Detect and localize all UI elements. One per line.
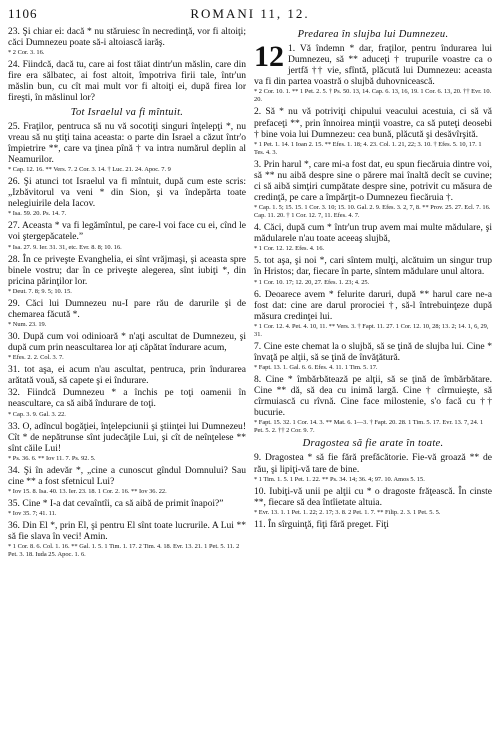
cross-reference: * Efes. 2. 2. Col. 3. 7. [8,354,64,362]
verse: 23. Şi chiar ei: dacă * nu stăruiesc în necredinţă, vor fi altoiţi; căci Dumnezeu poate să-i altoiască iarăş. [8,26,246,49]
cross-reference: * Deut. 7. 8; 9. 5; 10. 15. [8,287,72,295]
verse: 7. Cine este chemat la o slujbă, să se ţină de slujba lui. Cine * învaţă pe alţii, să se ţină de învăţătură. [254,340,492,363]
cross-reference: * Isa. 59. 20. Ps. 14. 7. [8,210,67,218]
verse: 31. tot aşa, ei acum n'au ascultat, pentruca, prin îndurarea arătată vouă, să capete şi ei îndurare. [8,364,246,387]
text-columns [8,26,492,561]
verse-text: 1. Vă îndemn * dar, fraţilor, pentru îndurarea lui Dumnezeu, să ** aduceţi † trupurile voastre ca o jertfă †† vie, sfîntă, plăcută lui Dumnezeu: aceasta va fi din partea voastră o slujbă duhovnicească. [254,43,492,88]
cross-reference: * 1 Cor. 12. 12. Efes. 4. 16. [254,245,325,253]
verse: 33. O, adîncul bogăţiei, înţelepciunii şi ştiinţei lui Dumnezeu! Cît * de nepătrunse sînt judecăţile Lui, şi cît de neînţelese ** sînt căile Lui! [8,420,246,454]
verse: 36. Din El *, prin El, şi pentru El sînt toate lucrurile. A Lui ** să fie slava în veci! Amin. [8,520,246,543]
running-title: ROMANI 11, 12. [190,6,310,21]
verse: 4. Căci, după cum * într'un trup avem mai multe mădulare, şi mădularele n'au toate aceeaş slujbă, [254,222,492,245]
cross-reference: * Evr. 13. 1. 1 Pet. 1. 22; 2. 17; 3. 8. 2 Pet. 1. 7. ** Filip. 2. 3. 1 Pet. 5. 5. [254,508,441,516]
verse: 9. Dragostea * să fie fără prefăcătorie. Fie-vă groază ** de rău, şi lipiţi-vă tare de bine. [254,452,492,475]
right-column [254,26,492,561]
cross-reference: * 1 Cor. 8. 6. Col. 1. 16. ** Gal. 1. 5. 1 Tim. 1. 17. 2 Tim. 4. 18. Evr. 13. 21. 1 Pet. 5. 11. 2 Pet. 3. 18. Iuda 25. Apoc. 1. 6. [8,543,240,559]
verse: 11. În sîrguinţă, fiţi fără preget. Fiţi [254,518,389,530]
cross-reference: * Fapt. 13. 1. Gal. 6. 6. Efes. 4. 11. 1 Tim. 5. 17. [254,363,378,371]
cross-reference: * 2 Cor. 3. 16. [8,49,45,57]
cross-reference: * Cap. 1. 5; 15. 15. 1 Cor. 3. 10; 15. 10. Gal. 2. 9. Efes. 3. 2, 7, 8. ** Prov. 25. 27. Ecl. 7. 16. Cap. 11. 20. † 1 Cor. 12. 7, 11. Efes. 4. 7. [254,204,491,220]
verse: 27. Aceasta * va fi legămîntul, pe care-l voi face cu ei, cînd le voi ştergepăcatele.” [8,220,246,243]
verse: 10. Iubiţi-vă unii pe alţii cu * o dragoste frăţească. În cinste **, fiecare să dea întîietate altuia. [254,485,492,508]
page-header [8,6,492,24]
section-heading: Predarea în slujba lui Dumnezeu. [297,29,449,40]
chapter-number: 12 [254,40,284,74]
verse: 32. Fiindcă Dumnezeu * a închis pe toţi oamenii în neascultare, ca să aibă îndurare de toţi. [8,387,246,410]
cross-reference: * 1 Cor. 12. 4. Pet. 4. 10, 11. ** Vers. 3. † Fapt. 11. 27. 1 Cor. 12. 10, 28; 13. 2; 14. 1, 6, 29, 31. [254,322,489,338]
verse: 29. Căci lui Dumnezeu nu-I pare rău de darurile şi de chemarea făcută *. [8,297,246,320]
page-number: 1106 [8,6,38,21]
cross-reference: * 1 Pet. 1. 14. 1 Ioan 2. 15. ** Efes. 1. 18; 4. 23. Col. 1. 21, 22; 3. 10. † Efes. 5. 10, 17. 1 Tes. 4. 3. [254,140,482,156]
verse: 28. În ce priveşte Evanghelia, ei sînt vrăjmaşi, şi aceasta spre binele vostru; dar în ce priveşte alegerea, sînt iubiţi *, din pricina părinţilor lor. [8,253,246,287]
cross-reference: * Isa. 27. 9. Ier. 31. 31, etc. Evr. 8. 8; 10. 16. [8,243,122,251]
cross-reference: * 1 Tim. 1. 5. 1 Pet. 1. 22. ** Ps. 34. 14; 36. 4; 97. 10. Amos 5. 15. [254,475,425,483]
cross-reference: * Iov 15. 8. Isa. 40. 13. Ier. 23. 18. 1 Cor. 2. 16. ** Iov 36. 22. [8,488,167,495]
verse: 35. Cine * I-a dat cevaîntîi, ca să aibă de primit înapoi?” [8,498,224,509]
cross-reference: * 1 Cor. 10. 17; 12. 20, 27. Efes. 1. 23; 4. 25. [254,278,370,286]
verse: 3. Prin harul *, care mi-a fost dat, eu spun fiecăruia dintre voi, să ** nu aibă despre sine o părere mai înaltă decît se cuvine; ci să aibă simţiri cumpătate despre sine, potrivit cu măsura de credinţă, pe care a împărţit-o Dumnezeu fiecăruia †. [254,158,492,204]
verse: 8. Cine * îmbărbătează pe alţii, să se ţină de îmbărbătare. Cine ** dă, să dea cu inimă largă. Cine † cîrmuieşte, să cîrmuiască cu rîvnă. Cine face milostenie, s'o facă cu †† bucurie. [254,373,492,419]
verse: 6. Deoarece avem * felurite daruri, după ** harul care ne-a fost dat: cine are darul prorociei †, să-l întrebuinţeze după măsura credinţei lui. [254,288,492,322]
section-heading: Tot Israelul va fi mîntuit. [70,106,184,118]
cross-reference: * Iov 35. 7; 41. 11. [8,510,57,518]
chapter-opening-verse [254,40,492,88]
cross-reference: * Num. 23. 19. [8,320,47,328]
cross-reference: * Cap. 3. 9. Gal. 3. 22. [8,410,66,418]
verse: 24. Fiindcă, dacă tu, care ai fost tăiat dintr'un măslin, care din fire era sălbatec, ai fost altoit, împotriva firii tale, într'un măslin bun, cu cît mai mult vor fi altoiţi ei, după firea lor fireşti, în măslinul lor? [8,59,246,104]
section-heading: Dragostea să fie arate în toate. [302,438,444,450]
verse: 25. Fraţilor, pentruca să nu vă socotiţi singuri înţelepţi *, nu vreau să nu ştiţi taina aceasta: o parte din Israel a căzut într'o împietrire **, care va ţinea pînă † va intra numărul deplin al Neamurilor. [8,120,246,165]
verse: 26. Şi atunci tot Israelul va fi mîntuit, după cum este scris: „Izbăvitorul va veni * din Sion, şi va îndepărta toate nelegiuirile dela Iacov. [8,176,246,210]
verse: 2. Să * nu vă potriviţi chipului veacului acestuia, ci să vă prefaceţi **, prin înnoirea minţii voastre, ca să puteţi deosebi † bine voia lui Dumnezeu: cea bună, plăcută şi desăvîrşită. [254,106,492,140]
verse: 30. După cum voi odinioară * n'aţi ascultat de Dumnezeu, şi după cum prin neascultarea lor aţi căpătat îndurare acum, [8,330,246,354]
verse: 34. Şi în adevăr *, „cine a cunoscut gîndul Domnului? Sau cine ** a fost sfetnicul Lui? [8,464,246,487]
cross-reference: * Cap. 12. 16. ** Vers. 7. 2 Cor. 3. 14. † Luc. 21. 24. Apoc. 7. 9 [8,166,171,174]
cross-reference: * Fapt. 15. 32. 1 Cor. 14. 3. ** Mat. 6. 1—3. † Fapt. 20. 28. 1 Tim. 5. 17. Evr. 13. 7, 24. 1 Pet. 5. 2. †† 2 Cor. 9. 7. [254,419,484,435]
left-column [8,26,246,561]
verse: 5. tot aşa, şi noi *, cari sîntem mulţi, alcătuim un singur trup în Hristos; dar, fiecare în parte, sîntem mădulare unul altora. [254,255,492,278]
cross-reference: * 2 Cor. 10. 1. ** 1 Pet. 2. 5. † Ps. 50. 13, 14. Cap. 6. 13, 16, 19. 1 Cor. 6. 13, 20. †† Evr. 10. 20. [254,88,492,104]
cross-reference: * Ps. 36. 6. ** Iov 11. 7. Ps. 92. 5. [8,454,96,462]
